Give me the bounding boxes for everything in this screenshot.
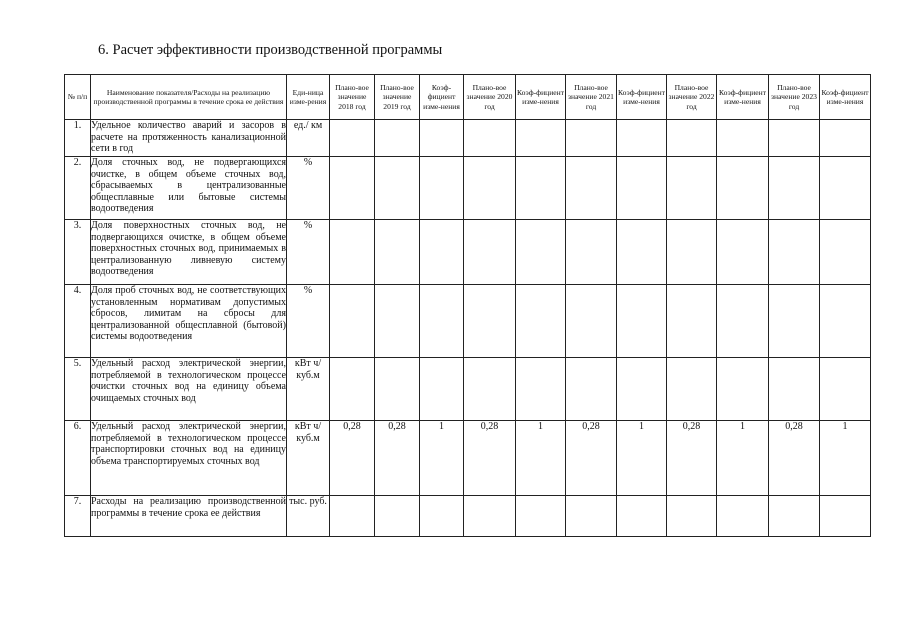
value-cell [420,220,464,285]
header-cell: Коэф-фициент изме-нения [516,75,566,120]
value-cell [717,285,769,358]
row-number: 6. [65,421,91,496]
value-cell [667,220,717,285]
value-cell [617,496,667,537]
value-cell [516,220,566,285]
value-cell [330,220,375,285]
value-cell [464,220,516,285]
value-cell [566,285,617,358]
table-row [65,421,871,496]
value-cell [330,285,375,358]
value-cell: 0,28 [375,421,420,496]
efficiency-table [64,74,871,537]
value-cell [375,358,420,421]
table-row [65,120,871,157]
value-cell [717,496,769,537]
row-number: 3. [65,220,91,285]
value-cell [617,285,667,358]
indicator-name: Доля сточных вод, не подвергающихся очистке, в общем объеме сточных вод, сбрасываемых в централизованные общесплавные или бытовые системы водоотведения [91,157,287,220]
value-cell [566,120,617,157]
header-cell: Плано-вое значение 2022 год [667,75,717,120]
value-cell [566,157,617,220]
value-cell: 1 [420,421,464,496]
row-number: 5. [65,358,91,421]
value-cell [769,120,820,157]
value-cell [516,358,566,421]
value-cell [617,157,667,220]
value-cell [420,120,464,157]
value-cell [420,496,464,537]
value-cell [820,157,871,220]
value-cell [769,285,820,358]
value-cell [667,285,717,358]
unit-cell: % [287,285,330,358]
value-cell [464,120,516,157]
value-cell [375,157,420,220]
value-cell: 0,28 [566,421,617,496]
table-row [65,496,871,537]
header-cell: Коэф-фициент изме-нения [617,75,667,120]
row-number: 4. [65,285,91,358]
value-cell [820,120,871,157]
value-cell [375,496,420,537]
value-cell [330,157,375,220]
value-cell [375,120,420,157]
value-cell [330,358,375,421]
value-cell [330,120,375,157]
header-cell: № п/п [65,75,91,120]
unit-cell: кВт ч/куб.м [287,358,330,421]
value-cell [820,220,871,285]
value-cell [566,358,617,421]
value-cell [617,220,667,285]
value-cell [464,358,516,421]
header-cell: Плано-вое значение 2019 год [375,75,420,120]
header-cell: Коэф-фициент изме-нения [420,75,464,120]
value-cell [566,220,617,285]
value-cell [516,120,566,157]
table-row [65,157,871,220]
value-cell [820,358,871,421]
header-cell: Плано-вое значение 2018 год [330,75,375,120]
row-number: 7. [65,496,91,537]
row-number: 1. [65,120,91,157]
table-row [65,285,871,358]
header-cell: Коэф-фициент изме-нения [820,75,871,120]
unit-cell: ед./ км [287,120,330,157]
value-cell [769,220,820,285]
value-cell [717,157,769,220]
value-cell [617,120,667,157]
value-cell [617,358,667,421]
header-cell: Коэф-фициент изме-нения [717,75,769,120]
unit-cell: % [287,220,330,285]
value-cell: 0,28 [769,421,820,496]
header-cell: Плано-вое значение 2020 год [464,75,516,120]
unit-cell: % [287,157,330,220]
value-cell [769,496,820,537]
value-cell [464,285,516,358]
value-cell [820,285,871,358]
value-cell [769,358,820,421]
value-cell [516,285,566,358]
value-cell [717,358,769,421]
value-cell [420,285,464,358]
value-cell [375,220,420,285]
value-cell: 1 [617,421,667,496]
value-cell [769,157,820,220]
value-cell [420,358,464,421]
indicator-name: Удельное количество аварий и засоров в расчете на протяженность канализационной сети в год [91,120,287,157]
value-cell [667,157,717,220]
indicator-name: Доля проб сточных вод, не соответствующих установленным нормативам допустимых сбросов, лимитам на сбросы для централизованной общесплавной (бытовой) системы водоотведения [91,285,287,358]
value-cell [667,358,717,421]
value-cell: 1 [717,421,769,496]
value-cell [667,496,717,537]
indicator-name: Удельный расход электрической энергии, потребляемой в технологическом процессе очистки сточных вод на единицу объема очищаемых сточных вод [91,358,287,421]
header-cell: Плано-вое значение 2021 год [566,75,617,120]
indicator-name: Доля поверхностных сточных вод, не подвергающихся очистке, в общем объеме поверхностных сточных вод, принимаемых в централизованную ливневую систему водоотведения [91,220,287,285]
value-cell [717,120,769,157]
header-row [65,75,871,120]
value-cell [464,496,516,537]
value-cell [420,157,464,220]
indicator-name: Удельный расход электрической энергии, потребляемой в технологическом процессе транспортировки сточных вод на единицу объема транспортируемых сточных вод [91,421,287,496]
header-cell: Наименование показателя/Расходы на реализацию производственной программы в течение срока ее действия [91,75,287,120]
section-title: 6. Расчет эффективности производственной программы [98,42,443,58]
value-cell: 1 [820,421,871,496]
value-cell [516,157,566,220]
value-cell: 0,28 [667,421,717,496]
value-cell: 0,28 [330,421,375,496]
unit-cell: кВт ч/куб.м [287,421,330,496]
value-cell [717,220,769,285]
value-cell: 1 [516,421,566,496]
value-cell: 0,28 [464,421,516,496]
row-number: 2. [65,157,91,220]
unit-cell: тыс. руб. [287,496,330,537]
indicator-name: Расходы на реализацию производственной программы в течение срока ее действия [91,496,287,537]
value-cell [667,120,717,157]
value-cell [820,496,871,537]
value-cell [566,496,617,537]
value-cell [330,496,375,537]
value-cell [516,496,566,537]
table-row [65,220,871,285]
header-cell: Еди-ница изме-рения [287,75,330,120]
value-cell [375,285,420,358]
value-cell [464,157,516,220]
header-cell: Плано-вое значение 2023 год [769,75,820,120]
table-row [65,358,871,421]
